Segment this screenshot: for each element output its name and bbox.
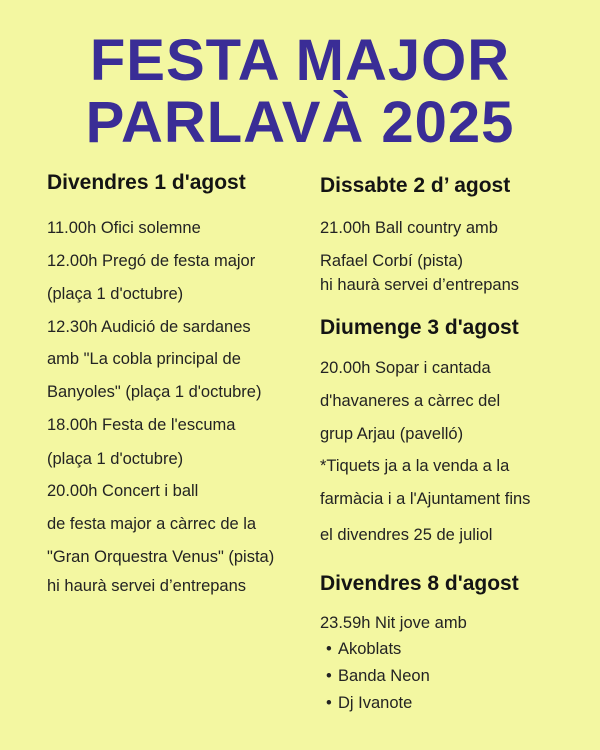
left-line: Banyoles" (plaça 1 d'octubre) [47, 383, 262, 401]
left-line: de festa major a càrrec de la [47, 515, 257, 533]
right-line: hi haurà servei d’entrepans [320, 276, 520, 294]
right-line: 21.00h Ball country amb [320, 219, 498, 237]
poster-title [0, 30, 600, 154]
left-line: hi haurà servei d’entrepans [47, 577, 247, 595]
day-heading-dissabte-2: Dissabte 2 d’ agost [320, 174, 511, 197]
list-item-label: Akoblats [338, 640, 402, 658]
right-line: el divendres 25 de juliol [320, 526, 493, 544]
left-line: 18.00h Festa de l'escuma [47, 416, 236, 434]
left-line: "Gran Orquestra Venus" (pista) [47, 548, 275, 566]
right-line: farmàcia i a l'Ajuntament fins [320, 490, 531, 508]
list-item-label: Banda Neon [338, 667, 430, 685]
right-line: Rafael Corbí (pista) [320, 252, 464, 270]
left-line: (plaça 1 d'octubre) [47, 450, 184, 468]
bullet-icon: • [326, 640, 332, 658]
right-line: d'havaneres a càrrec del [320, 392, 501, 410]
day-heading-diumenge-3: Diumenge 3 d'agost [320, 316, 519, 339]
left-line: 11.00h Ofici solemne [47, 219, 201, 237]
list-item [326, 694, 412, 713]
bullet-icon: • [326, 694, 332, 712]
list-item [326, 640, 401, 659]
left-line: 12.30h Audició de sardanes [47, 318, 251, 336]
right-line: *Tiquets ja a la venda a la [320, 457, 510, 475]
left-line: (plaça 1 d'octubre) [47, 285, 184, 303]
list-item-label: Dj Ivanote [338, 694, 413, 712]
left-line: 20.00h Concert i ball [47, 482, 199, 500]
list-item [326, 667, 430, 686]
day-heading-divendres-1: Divendres 1 d'agost [47, 171, 246, 194]
right-line: 20.00h Sopar i cantada [320, 359, 491, 377]
left-line: 12.00h Pregó de festa major [47, 252, 256, 270]
left-line: amb "La cobla principal de [47, 350, 241, 368]
right-line: 23.59h Nit jove amb [320, 614, 467, 632]
title-line-1: FESTA MAJOR [89, 28, 511, 93]
right-line: grup Arjau (pavelló) [320, 425, 464, 443]
day-heading-divendres-8: Divendres 8 d'agost [320, 572, 519, 595]
title-line-2: PARLAVÀ 2025 [85, 90, 515, 155]
bullet-icon: • [326, 667, 332, 685]
